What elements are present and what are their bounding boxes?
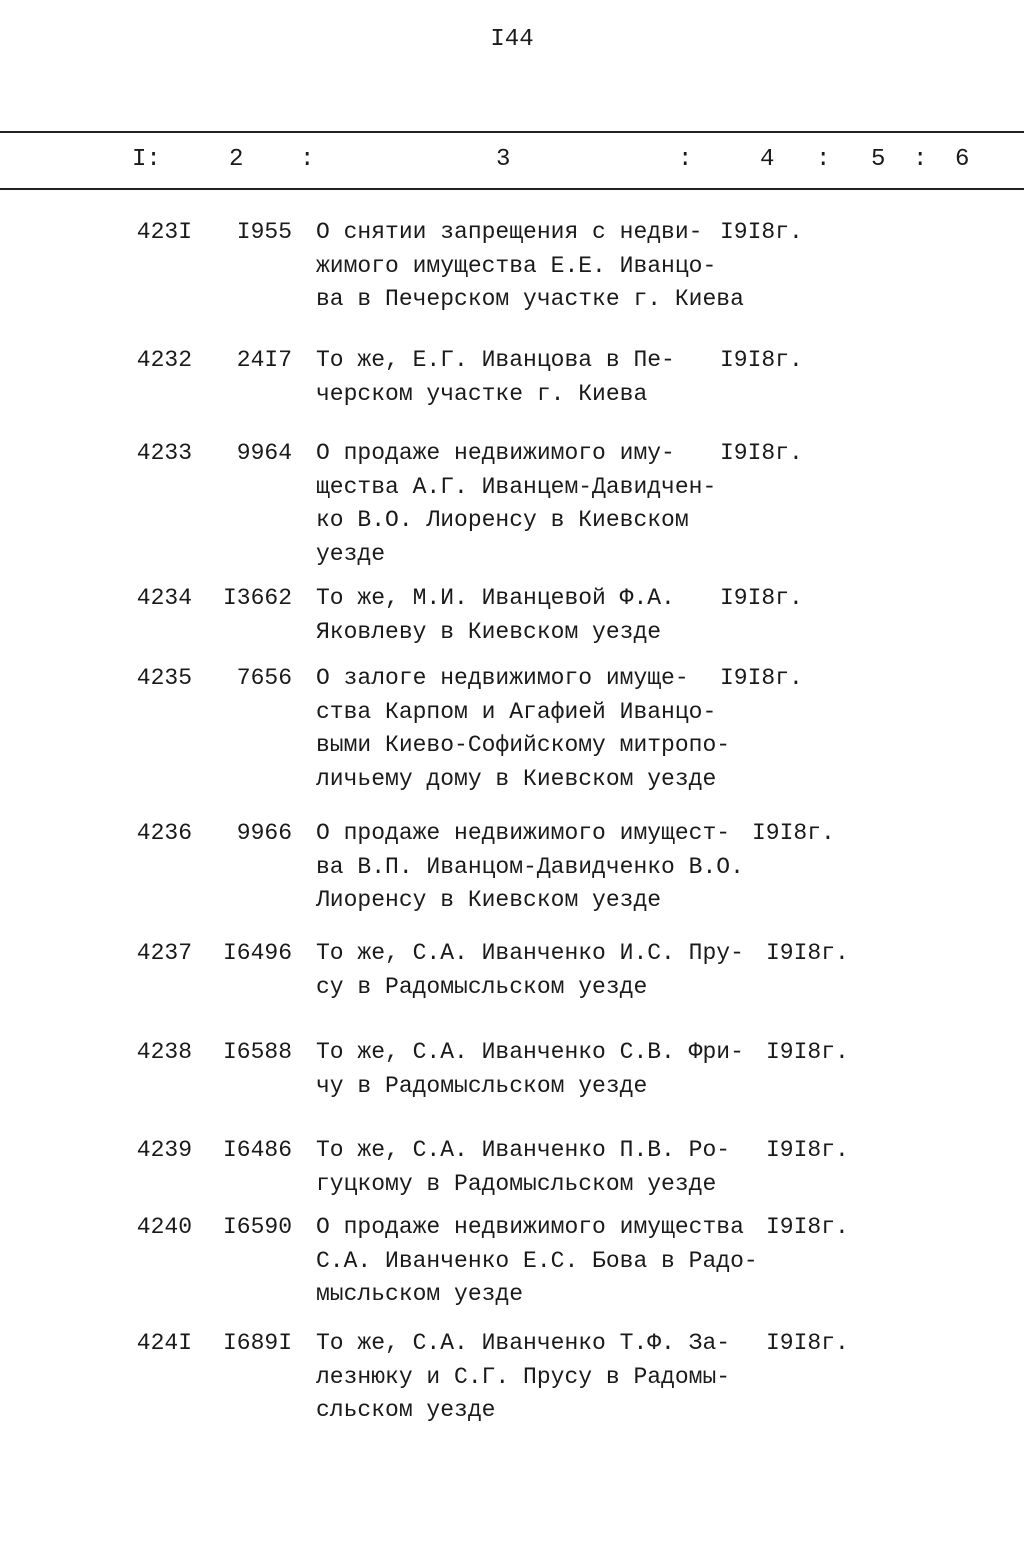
column-header-2: 2 <box>229 146 244 173</box>
entry-code: I6486 <box>222 1137 292 1163</box>
entry-code: I3662 <box>222 585 292 611</box>
column-header-row <box>0 146 1024 180</box>
entry-description: То же, С.А. Иванченко П.В. Ро- гуцкому в Радомысльском уезде <box>316 1137 731 1197</box>
column-separator: : <box>816 146 831 173</box>
column-separator: : <box>300 146 315 173</box>
entry-year: I9I8г. <box>720 440 803 466</box>
entry-number: 4239 <box>136 1137 192 1163</box>
entry-code: 9966 <box>236 820 292 846</box>
column-separator: : <box>678 146 693 173</box>
entry-year: I9I8г. <box>720 585 803 611</box>
entry-code: I689I <box>222 1330 292 1356</box>
entry-number: 4237 <box>136 940 192 966</box>
entry-number: 424I <box>136 1330 192 1356</box>
entry-year: I9I8г. <box>766 1330 849 1356</box>
entry-year: I9I8г. <box>720 665 803 691</box>
entry-year: I9I8г. <box>766 940 849 966</box>
entry-description: То же, С.А. Иванченко С.В. Фри- чу в Радомысльском уезде <box>316 1039 744 1099</box>
entry-year: I9I8г. <box>720 219 803 245</box>
entry-code: I6590 <box>222 1214 292 1240</box>
header-bottom-rule <box>0 188 1024 190</box>
entry-code: 24I7 <box>236 347 292 373</box>
column-separator: : <box>913 146 928 173</box>
entry-number: 4240 <box>136 1214 192 1240</box>
entry-year: I9I8г. <box>766 1039 849 1065</box>
column-header-5: 5 <box>871 146 886 173</box>
entry-description: То же, М.И. Иванцевой Ф.А. Яковлеву в Киевском уезде <box>316 585 675 645</box>
entry-year: I9I8г. <box>720 347 803 373</box>
entry-description: О продаже недвижимого иму- щества А.Г. Иванцем-Давидчен- ко В.О. Лиоренсу в Киевском уезде <box>316 440 717 567</box>
entry-year: I9I8г. <box>766 1214 849 1240</box>
entry-number: 4233 <box>136 440 192 466</box>
column-header-4: 4 <box>760 146 775 173</box>
entry-description: О снятии запрещения с недви- жимого имущества Е.Е. Иванцо- ва в Печерском участке г. Киева <box>316 219 744 312</box>
entry-code: 7656 <box>236 665 292 691</box>
entry-number: 423I <box>136 219 192 245</box>
column-header-6: 6 <box>955 146 970 173</box>
entry-year: I9I8г. <box>766 1137 849 1163</box>
header-top-rule <box>0 131 1024 133</box>
entry-number: 4236 <box>136 820 192 846</box>
entry-code: I955 <box>236 219 292 245</box>
entry-description: То же, С.А. Иванченко Т.Ф. За- лезнюку и С.Г. Прусу в Радомы- сльском уезде <box>316 1330 731 1423</box>
entry-year: I9I8г. <box>752 820 835 846</box>
entry-number: 4238 <box>136 1039 192 1065</box>
entry-code: I6496 <box>222 940 292 966</box>
page-number: I44 <box>490 26 534 53</box>
entry-number: 4235 <box>136 665 192 691</box>
column-header-3: 3 <box>496 146 511 173</box>
column-header-1: I: <box>132 146 161 173</box>
entry-description: О продаже недвижимого имущест- ва В.П. Иванцом-Давидченко В.О. Лиоренсу в Киевском уезде <box>316 820 744 913</box>
entry-code: I6588 <box>222 1039 292 1065</box>
entry-description: То же, Е.Г. Иванцова в Пе- черском участке г. Киева <box>316 347 675 407</box>
entry-description: То же, С.А. Иванченко И.С. Пру- су в Радомысльском уезде <box>316 940 744 1000</box>
entry-description: О залоге недвижимого имуще- ства Карпом и Агафией Иванцо- выми Киево-Софийскому митропо- личьему дому в Киевском уезде <box>316 665 731 792</box>
entry-number: 4234 <box>136 585 192 611</box>
entry-description: О продаже недвижимого имущества С.А. Иванченко Е.С. Бова в Радо- мысльском уезде <box>316 1214 758 1307</box>
entry-number: 4232 <box>136 347 192 373</box>
entry-code: 9964 <box>236 440 292 466</box>
